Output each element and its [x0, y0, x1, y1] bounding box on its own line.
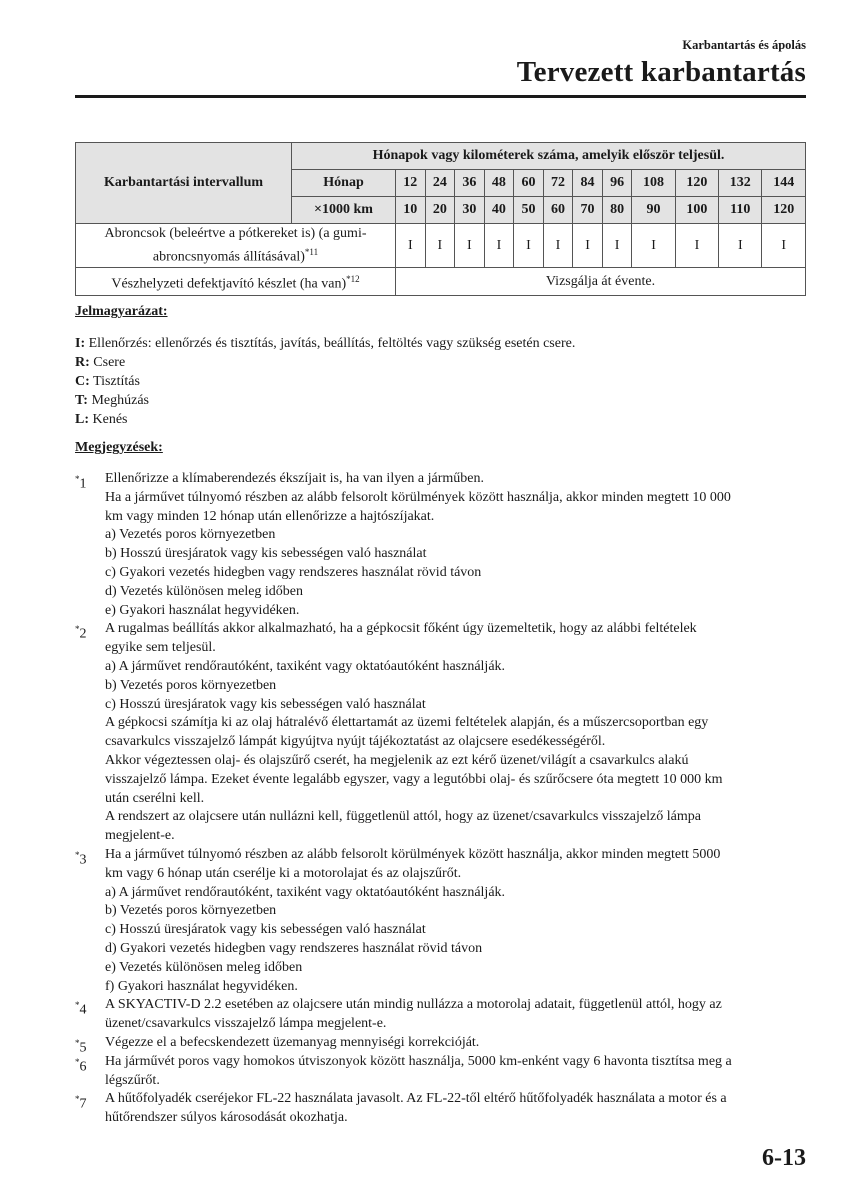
note-item: d) Vezetés különösen meleg időben — [105, 583, 304, 599]
table-row — [76, 224, 806, 268]
note-item: a) Vezetés poros környezetben — [105, 527, 276, 543]
km-cell: 30 — [455, 197, 485, 224]
legend-item: C: Tisztítás — [75, 374, 140, 389]
table-cell: I — [675, 224, 718, 268]
table-cell: I — [762, 224, 806, 268]
legend — [75, 334, 575, 429]
note-line: visszajelző lámpa. Ezeket évente legalább egyszer, vagy a legutóbbi olaj- és szűrőcsere óta megtett 10 000 km — [105, 771, 723, 787]
note-line: Ha a járművet túlnyomó részben az alább felsorolt körülmények között használja, akkor minden megtett 10 000 — [105, 489, 731, 505]
legend-item: R: Csere — [75, 355, 126, 370]
interval-header: Karbantartási intervallum — [76, 143, 292, 224]
note-marker: *5 — [75, 1037, 87, 1056]
note-line: Akkor végeztessen olaj- és olajszűrő cserét, ha megjelenik az ezt kérő üzenet/világít a csavarkulcs alakú — [105, 752, 689, 768]
span-header: Hónapok vagy kilométerek száma, amelyik először teljesül. — [292, 143, 806, 170]
note-marker: *2 — [75, 624, 87, 643]
km-label: ×1000 km — [292, 197, 396, 224]
note-item: e) Vezetés különösen meleg időben — [105, 959, 303, 975]
note-item: e) Gyakori használat hegyvidéken. — [105, 602, 300, 618]
table-cell: I — [396, 224, 426, 268]
note-item: a) A járművet rendőrautóként, taxiként vagy oktatóautóként használják. — [105, 884, 506, 900]
note-line: után cserélni kell. — [105, 790, 205, 806]
km-cell: 120 — [762, 197, 806, 224]
month-cell: 36 — [455, 170, 485, 197]
note-marker: *1 — [75, 474, 87, 492]
month-cell: 144 — [762, 170, 806, 197]
note-4 — [75, 996, 810, 1034]
km-cell: 50 — [514, 197, 544, 224]
note-line: km vagy 6 hónap után cserélje ki a motorolajat és az olajszűrőt. — [105, 865, 462, 881]
note-item: b) Vezetés poros környezetben — [105, 677, 277, 693]
km-cell: 80 — [602, 197, 632, 224]
note-marker: *4 — [75, 1000, 87, 1018]
note-line: A gépkocsi számítja ki az olaj hátralévő élettartamát az üzemi feltételek alapján, és a műszercsoportban egy — [105, 715, 709, 731]
merged-cell: Vizsgálja át évente. — [396, 268, 806, 296]
note-line: Végezze el a befecskendezett üzemanyag mennyiségi korrekcióját. — [105, 1034, 480, 1050]
note-line: A hűtőfolyadék cseréjekor FL-22 használata javasolt. Az FL-22-től eltérő hűtőfolyadék használata a motor és a — [105, 1091, 727, 1107]
month-cell: 84 — [573, 170, 603, 197]
note-5 — [75, 1034, 810, 1056]
km-cell: 110 — [719, 197, 762, 224]
month-cell: 96 — [602, 170, 632, 197]
legend-item: I: Ellenőrzés: ellenőrzés és tisztítás, javítás, beállítás, feltöltés vagy szükség esetén csere. — [75, 336, 576, 351]
km-cell: 20 — [425, 197, 455, 224]
note-item: d) Gyakori vezetés hidegben vagy rendszeres használat rövid távon — [105, 940, 483, 956]
note-line: km vagy minden 12 hónap után ellenőrizze a hajtószíjakat. — [105, 508, 435, 524]
note-item: a) A járművet rendőrautóként, taxiként vagy oktatóautóként használják. — [105, 658, 506, 674]
note-marker: *3 — [75, 849, 87, 868]
km-cell: 90 — [632, 197, 675, 224]
month-cell: 120 — [675, 170, 718, 197]
note-item: b) Hosszú üresjáratok vagy kis sebességen való használat — [105, 546, 427, 562]
km-cell: 10 — [396, 197, 426, 224]
table-cell: I — [632, 224, 675, 268]
note-line: hűtőrendszer súlyos károsodását okozhatja. — [105, 1110, 348, 1126]
note-3 — [75, 846, 810, 996]
title-rule — [75, 95, 806, 98]
month-cell: 24 — [425, 170, 455, 197]
month-cell: 72 — [543, 170, 573, 197]
note-line: üzenet/csavarkulcs visszajelző lámpa megjelent-e. — [105, 1016, 387, 1032]
notes-heading: Megjegyzések: — [75, 440, 163, 455]
page-number: 6-13 — [762, 1145, 806, 1171]
table-cell: I — [455, 224, 485, 268]
table-cell: I — [602, 224, 632, 268]
table-cell: I — [719, 224, 762, 268]
note-line: egyike sem teljesül. — [105, 640, 216, 656]
maintenance-table — [75, 142, 806, 296]
table-row — [76, 268, 806, 296]
note-6 — [75, 1053, 810, 1091]
note-line: A SKYACTIV-D 2.2 esetében az olajcsere után mindig nullázza a motorolaj adatait, függetlenül attól, hogy az — [105, 997, 722, 1013]
legend-heading: Jelmagyarázat: — [75, 304, 168, 319]
month-label: Hónap — [292, 170, 396, 197]
table-cell: I — [425, 224, 455, 268]
note-line: csavarkulcs visszajelző lámpát kigyújtva nyújt tájékoztatást az olajcsere esedékességéről. — [105, 734, 606, 750]
page-title: Tervezett karbantartás — [516, 56, 806, 88]
note-7 — [75, 1090, 810, 1128]
note-line: Ha a járművet túlnyomó részben az alább felsorolt körülmények között használja, akkor minden megtett 5000 — [105, 846, 721, 862]
row-label-tires: Abroncsok (beleértve a pótkereket is) (a gumi- abroncsnyomás állításával)$^{*11}$ — [76, 224, 396, 268]
note-item: c) Gyakori vezetés hidegben vagy rendszeres használat rövid távon — [105, 564, 482, 580]
section-label: Karbantartás és ápolás — [682, 38, 806, 52]
note-2 — [75, 620, 810, 846]
note-line: megjelent-e. — [105, 828, 175, 844]
row-label-repair-kit: Vészhelyzeti defektjavító készlet (ha van)$^{*12}$ — [76, 268, 396, 296]
legend-item: T: Meghúzás — [75, 393, 150, 408]
table-cell: I — [484, 224, 514, 268]
note-item: c) Hosszú üresjáratok vagy kis sebességen való használat — [105, 922, 426, 938]
km-cell: 100 — [675, 197, 718, 224]
note-marker: *6 — [75, 1056, 87, 1075]
table-cell: I — [573, 224, 603, 268]
note-line: Ha járművét poros vagy homokos útviszonyok között használja, 5000 km-enként vagy 6 havonta tisztítsa meg a — [105, 1053, 732, 1069]
note-marker: *7 — [75, 1094, 87, 1112]
note-line: Ellenőrizze a klímaberendezés ékszíjait is, ha van ilyen a járműben. — [105, 471, 485, 486]
table-cell: I — [514, 224, 544, 268]
notes-list — [75, 470, 810, 1128]
note-item: b) Vezetés poros környezetben — [105, 903, 277, 919]
month-cell: 108 — [632, 170, 675, 197]
note-item: f) Gyakori használat hegyvidéken. — [105, 978, 298, 994]
note-1 — [75, 470, 810, 620]
note-line: A rugalmas beállítás akkor alkalmazható, ha a gépkocsit főként úgy üzemeltetik, hogy az alábbi feltételek — [105, 621, 697, 637]
month-cell: 12 — [396, 170, 426, 197]
legend-item: L: Kenés — [75, 412, 128, 427]
km-cell: 70 — [573, 197, 603, 224]
km-cell: 60 — [543, 197, 573, 224]
note-item: c) Hosszú üresjáratok vagy kis sebességen való használat — [105, 696, 426, 712]
month-cell: 48 — [484, 170, 514, 197]
note-line: légszűrőt. — [105, 1072, 160, 1088]
month-cell: 60 — [514, 170, 544, 197]
km-cell: 40 — [484, 197, 514, 224]
month-cell: 132 — [719, 170, 762, 197]
note-line: A rendszert az olajcsere után nullázni kell, függetlenül attól, hogy az üzenet/csavarkulcs visszajelző lámpa — [105, 809, 701, 825]
table-cell: I — [543, 224, 573, 268]
